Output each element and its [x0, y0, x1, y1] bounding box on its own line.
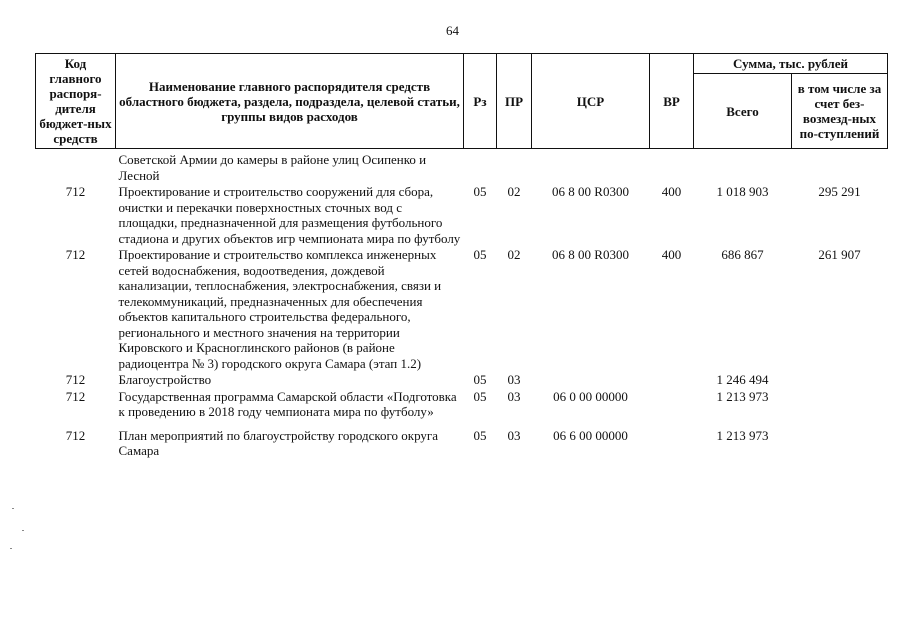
- header-pr: ПР: [497, 54, 532, 149]
- row-total: 686 867: [721, 247, 764, 262]
- row-name: План мероприятий по благоустройству городского округа Самара: [118, 427, 438, 458]
- row-rz: 05: [473, 184, 487, 199]
- row-vr: 400: [661, 184, 682, 199]
- row-vr: [650, 420, 694, 460]
- header-csr: ЦСР: [532, 54, 650, 149]
- row-code: 712: [65, 427, 86, 443]
- table-row: [36, 246, 888, 371]
- table-row: [36, 149, 888, 184]
- header-rz: Рз: [464, 54, 497, 149]
- scan-speck: [12, 508, 14, 509]
- row-pr: 02: [507, 247, 521, 262]
- header-name: Наименование главного распорядителя средств областного бюджета, раздела, подраздела, целевой статьи, группы видов расходов: [116, 54, 464, 149]
- table-row: [36, 420, 888, 460]
- row-name: Государственная программа Самарской области «Подготовка к проведению в 2018 году чемпионата мира по футболу»: [118, 388, 457, 419]
- header-gratis: в том числе за счет без-возмезд-ных по-ступлений: [792, 74, 888, 149]
- row-rz: 05: [473, 372, 487, 387]
- row-code: 712: [65, 247, 86, 262]
- row-gratis: [792, 149, 888, 184]
- row-csr: 06 6 00 00000: [553, 427, 628, 443]
- row-total: [694, 149, 792, 184]
- header-code: Код главного распоря-дителя бюджет-ных средств: [36, 54, 116, 149]
- row-code: 712: [65, 184, 86, 199]
- row-csr: 06 8 00 R0300: [552, 184, 629, 199]
- header-vr: ВР: [650, 54, 694, 149]
- row-name: Благоустройство: [118, 372, 212, 387]
- row-code: 712: [65, 388, 86, 404]
- row-gratis: 295 291: [818, 184, 861, 199]
- row-pr: 03: [507, 388, 521, 404]
- row-csr: 06 0 00 00000: [553, 388, 628, 404]
- table-row: [36, 183, 888, 246]
- row-rz: [464, 149, 497, 184]
- row-total: 1 213 973: [716, 388, 769, 404]
- row-pr: [497, 149, 532, 184]
- row-rz: 05: [473, 247, 487, 262]
- row-name: Проектирование и строительство сооружений для сбора, очистки и перекачки поверхностных сточных вод с площадки, предназначенной для размещения футбольного стадиона и других объектов игр чемпионата мира по футболу: [118, 184, 461, 246]
- row-gratis: [792, 371, 888, 388]
- row-gratis: [792, 420, 888, 460]
- row-vr: [650, 371, 694, 388]
- row-name: Проектирование и строительство комплекса инженерных сетей водоснабжения, водоотведения, дождевой канализации, теплоснабжения, электроснабжения, связи и телекоммуникаций, предназначенных для обеспечения объектов капитального строительства федерального, регионального и местного значения на территории Кировского и Красноглинского районов (в районе радиоцентра № 3) городского округа Самара (этап 1.2): [118, 247, 442, 371]
- header-total: Всего: [694, 74, 792, 149]
- row-csr: 06 8 00 R0300: [552, 247, 629, 262]
- page-number: 64: [446, 23, 459, 38]
- header-sum: Сумма, тыс. рублей: [694, 54, 888, 74]
- row-csr: [532, 371, 650, 388]
- scan-speck: [10, 548, 12, 549]
- row-vr: 400: [661, 247, 682, 262]
- row-vr: [650, 149, 694, 184]
- row-csr: [532, 149, 650, 184]
- row-pr: 02: [507, 184, 521, 199]
- row-gratis: 261 907: [818, 247, 861, 262]
- row-rz: 05: [473, 427, 487, 443]
- row-code: 712: [65, 372, 86, 387]
- row-pr: 03: [507, 372, 521, 387]
- scan-speck: [22, 530, 24, 531]
- row-vr: [650, 388, 694, 420]
- row-name: Советской Армии до камеры в районе улиц Осипенко и Лесной: [118, 152, 427, 183]
- row-pr: 03: [507, 427, 521, 443]
- table-row: [36, 388, 888, 420]
- row-total: 1 018 903: [716, 184, 769, 199]
- row-gratis: [792, 388, 888, 420]
- budget-table: [35, 53, 888, 460]
- row-total: 1 246 494: [716, 372, 769, 387]
- row-code: [36, 149, 116, 184]
- row-rz: 05: [473, 388, 487, 404]
- table-row: [36, 371, 888, 388]
- row-total: 1 213 973: [716, 427, 769, 443]
